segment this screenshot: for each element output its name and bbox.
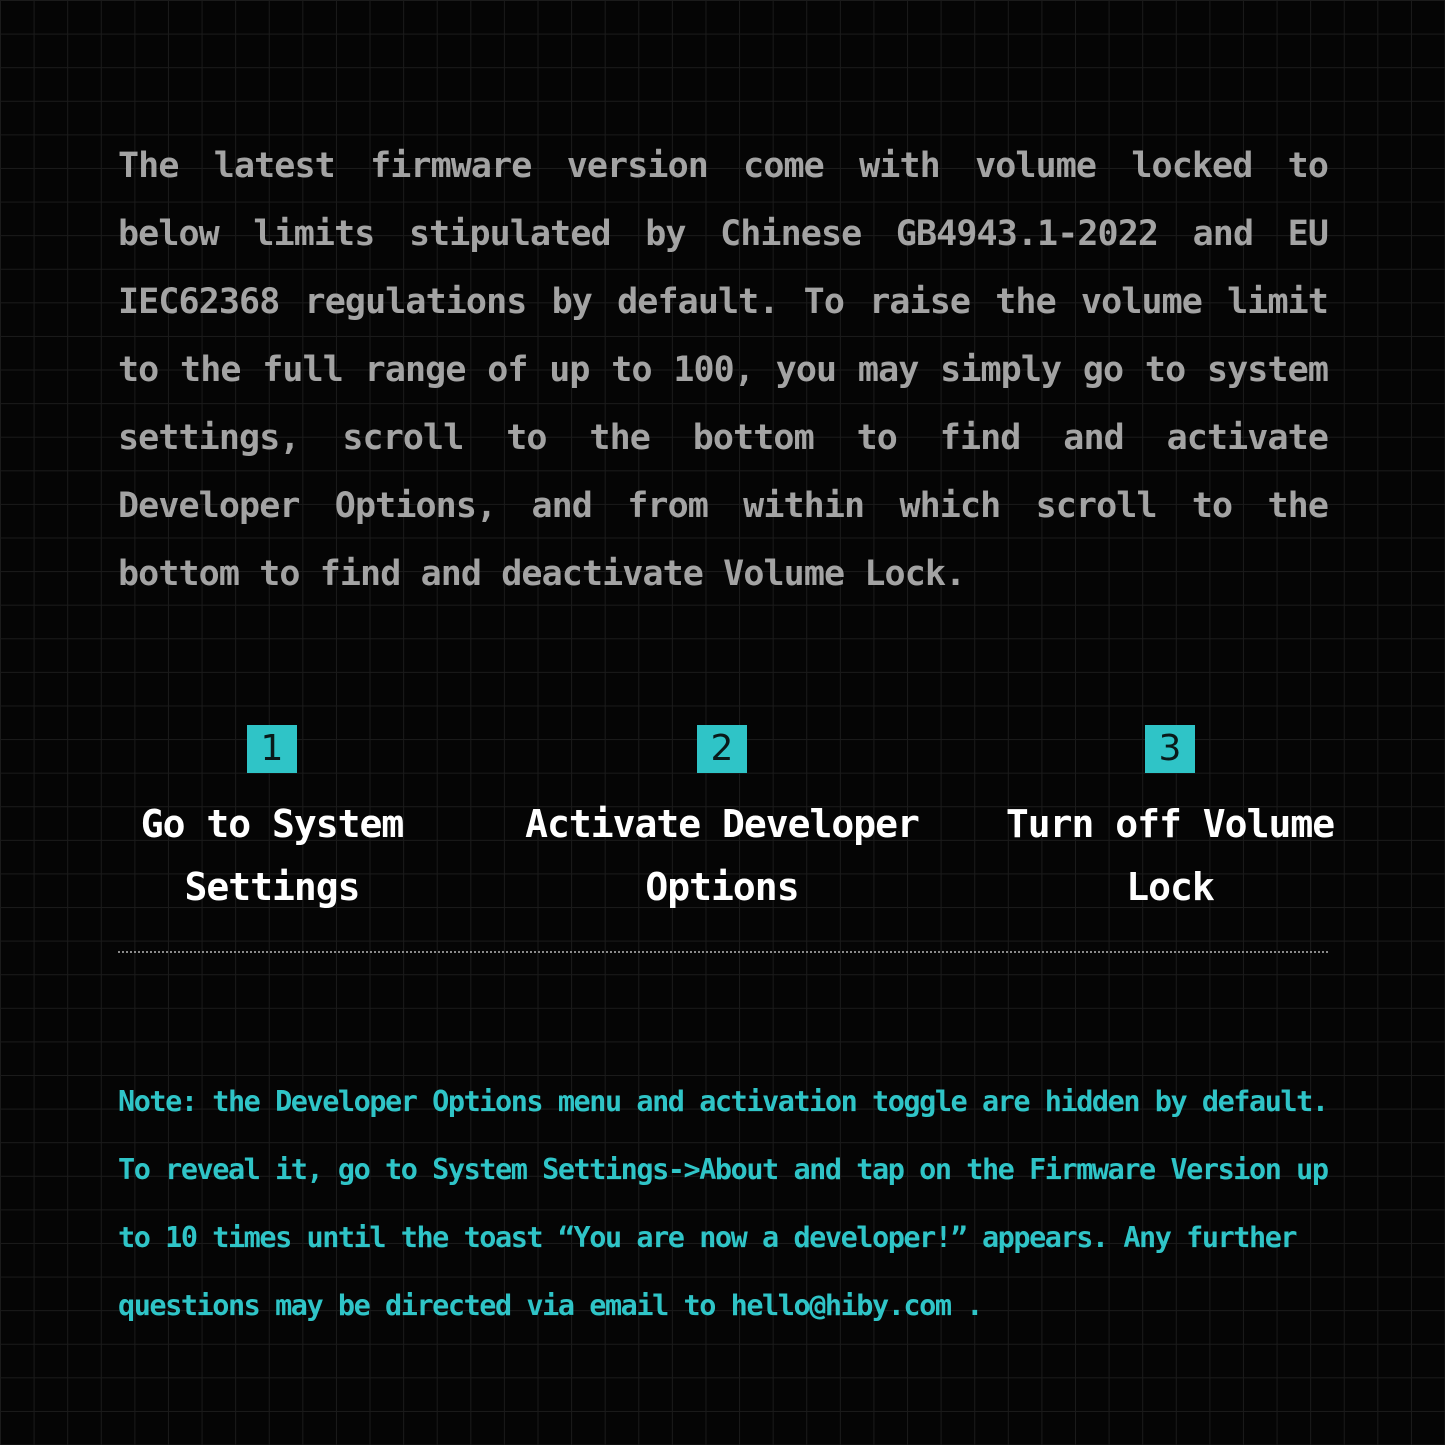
dotted-divider bbox=[118, 951, 1328, 953]
step-turn-off-volume-lock bbox=[960, 725, 1380, 919]
step-go-to-system-settings bbox=[62, 725, 482, 919]
step-label: Turn off Volume Lock bbox=[1005, 802, 1335, 909]
intro-paragraph: The latest firmware version come with volume locked to below limits stipulated by Chinese GB4943.1-2022 and EU IEC62368 regulations by default. To raise the volume limit to the full range of up to 100, you may simply go to system settings, scroll to the bottom to find and activate Developer Options, and from within which scroll to the bottom to find and deactivate Volume Lock. bbox=[118, 146, 1328, 594]
step-label: Go to System Settings bbox=[140, 802, 404, 909]
developer-note: Note: the Developer Options menu and activation toggle are hidden by default. To reveal it, go to System Settings->About and tap on the Firmware Version up to 10 times until the toast “You are now a developer!” appears. Any further questions may be directed via email to hello@hiby.com . bbox=[118, 1085, 1328, 1322]
step-activate-developer-options bbox=[512, 725, 932, 919]
step-label: Activate Developer Options bbox=[525, 802, 919, 909]
step-number-badge: 2 bbox=[697, 725, 747, 773]
steps-row bbox=[100, 725, 1350, 925]
step-number-badge: 1 bbox=[247, 725, 297, 773]
step-number-badge: 3 bbox=[1145, 725, 1195, 773]
